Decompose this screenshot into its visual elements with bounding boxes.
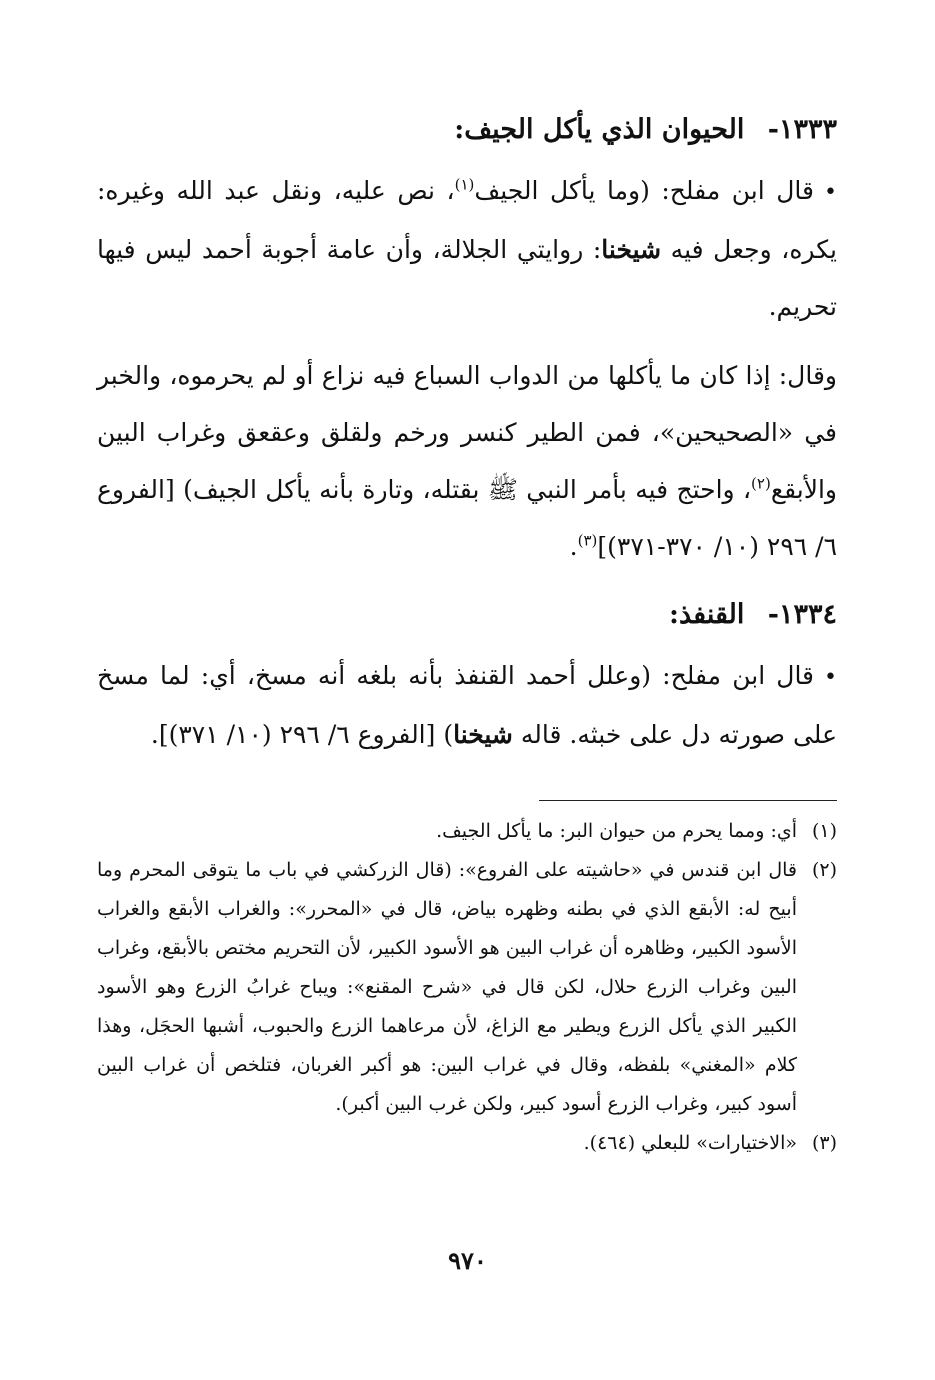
footnote [97, 812, 837, 851]
footnote [97, 851, 837, 1124]
paragraph: وقال: إذا كان ما يأكلها من الدواب السباع فيه نزاع أو لم يحرموه، والخبر في «الصحيحين»، فمن الطير كنسر ورخم ولقلق وعقعق وغراب البين والأبقع$^{(٢)}$، واحتج فيه بأمر النبي ﷺ بقتله، وتارة بأنه يأكل الجيف) [الفروع ٦/ ٢٩٦ (١٠/ ٣٧٠-٣٧١)]$^{(٣)}$. [97, 361, 837, 561]
footnote-ref: (٢) [751, 474, 771, 493]
footnote-number: (١) [811, 820, 837, 842]
bullet-icon: • [824, 180, 837, 205]
paragraph: •قال ابن مفلح: (وما يأكل الجيف$^{(١)}$، نص عليه، ونقل عبد الله وغيره: يكره، وجعل فيه شيخنا: روايتي الجلالة، وأن عامة أجوبة أحمد ليس فيها تحريم. [97, 175, 837, 321]
footnote-separator [539, 800, 837, 801]
bullet-icon: • [824, 665, 837, 690]
section-heading-1333 [97, 108, 837, 152]
bold-term: شيخنا [601, 235, 662, 264]
section-number: ١٣٣٣- [767, 114, 837, 145]
page-number: ٩٧٠ [448, 1246, 487, 1275]
footnote-text: «الاختيارات» للبعلي (٤٦٤). [583, 1132, 797, 1154]
footnote-ref: (١) [454, 175, 475, 194]
footnote-number: (٣) [811, 1132, 837, 1154]
section-number: ١٣٣٤- [767, 599, 837, 630]
main-text [97, 108, 837, 775]
footnote-text: أي: ومما يحرم من حيوان البر: ما يأكل الجيف. [436, 820, 797, 842]
footnote [97, 1124, 837, 1163]
footnote-number: (٢) [811, 859, 837, 881]
footnote-text: قال ابن قندس في «حاشيته على الفروع»: (قال الزركشي في باب ما يتوقى المحرم وما أبيح له: الأبقع الذي في بطنه وظهره بياض، قال في «المحرر»: والغراب الأبقع والغراب الأسود الكبير، وظاهره أن غراب البين هو الأسود الكبير، لأن التحريم مختص بالأبقع، وغراب البين وغراب الزرع حلال، لكن قال في «شرح المقنع»: ويباح غرابُ الزرع وهو الأسود الكبير الذي يأكل الزرع ويطير مع الزاغ، لأن مرعاهما الزرع والحبوب، أشبها الحجَل، وهذا كلام «المغني» بلفظه، وقال في غراب البين: هو أكبر الغربان، فتلخص أن غراب البين أسود كبير، وغراب الزرع أسود كبير، ولكن غرب البين أكبر). [97, 859, 797, 1115]
footnotes [97, 812, 837, 1163]
bold-term: شيخنا [453, 720, 513, 749]
footnote-ref: (٣) [577, 531, 598, 550]
paragraph: •قال ابن مفلح: (وعلل أحمد القنفذ بأنه بلغه أنه مسخ، أي: لما مسخ على صورته دل على خبثه. قاله شيخنا) [الفروع ٦/ ٢٩٦ (١٠/ ٣٧١)]. [97, 661, 837, 749]
section-title: القنفذ: [669, 599, 745, 630]
section-heading-1334 [97, 593, 837, 637]
section-title: الحيوان الذي يأكل الجيف: [454, 114, 745, 145]
